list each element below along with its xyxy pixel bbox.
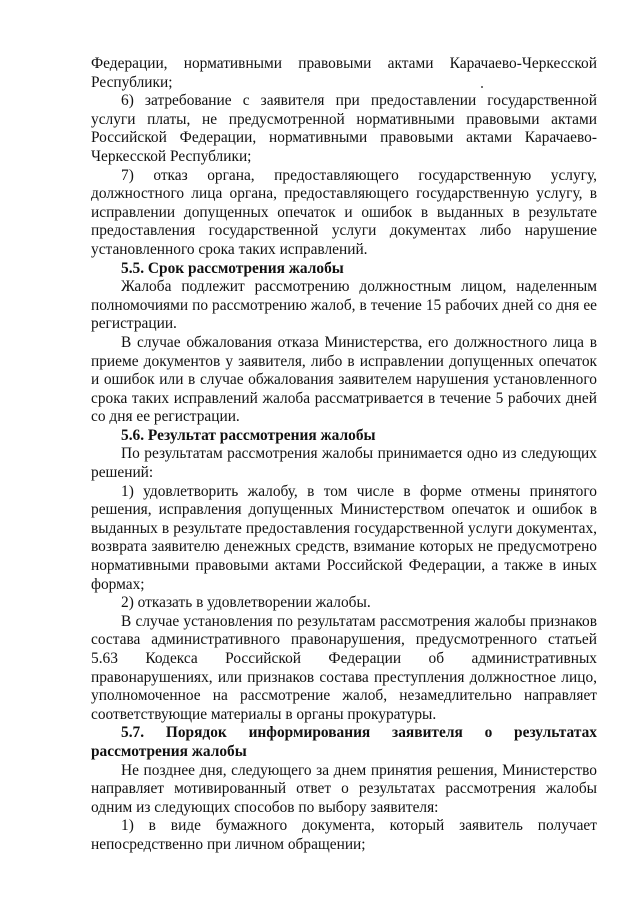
paragraph: По результатам рассмотрения жалобы принимается одно из следующих решений: <box>91 445 597 482</box>
paragraph: 6) затребование с заявителя при предоставлении государственной услуги платы, не предусмотренной нормативными правовыми актами Российской Федерации, нормативными правовыми актами Карачаево-Черкесской Республики; <box>91 92 597 165</box>
paragraph: 7) отказ органа, предоставляющего государственную услугу, должностного лица органа, предоставляющего государственную услугу, в исправлении допущенных опечаток и ошибок в выданных в результате предоставления государственной услуги документах либо нарушение установленного срока таких исправлений. <box>91 166 597 258</box>
paragraph: Федерации, нормативными правовыми актами Карачаево-Черкесской Республики; <box>91 55 597 91</box>
paragraph: 1) в виде бумажного документа, который заявитель получает непосредственно при личном обращении; <box>91 817 597 853</box>
paragraph: Не позднее дня, следующего за днем принятия решения, Министерство направляет мотивированный ответ о результатах рассмотрения жалобы одним из следующих способов по выбору заявителя: <box>91 761 597 816</box>
paragraph: В случае установления по результатам рассмотрения жалобы признаков состава административного правонарушения, предусмотренного статьей 5.63 Кодекса Российской Федерации об административных правонарушениях, или признаков состава преступления должностное лицо, уполномоченное на рассмотрение жалоб, незамедлительно направляет соответствующие материалы в органы прокуратуры. <box>91 612 597 723</box>
paragraph: В случае обжалования отказа Министерства, его должностного лица в приеме документов у заявителя, либо в исправлении допущенных опечаток и ошибок или в случае обжалования заявителем нарушения установленного срока таких исправлений жалоба рассматривается в течение 5 рабочих дней со дня ее регистрации. <box>91 333 597 426</box>
paragraph: 2) отказать в удовлетворении жалобы. <box>121 594 371 612</box>
section-heading: 5.5. Срок рассмотрения жалобы <box>121 259 344 277</box>
paragraph: Жалоба подлежит рассмотрению должностным лицом, наделенным полномочиями по рассмотрению жалоб, в течение 15 рабочих дней со дня ее регистрации. <box>91 278 597 333</box>
section-heading: 5.6. Результат рассмотрения жалобы <box>121 426 376 444</box>
document-body <box>91 55 597 855</box>
paragraph: 1) удовлетворить жалобу, в том числе в форме отмены принятого решения, исправления допущенных Министерством опечаток и ошибок в выданных в результате предоставления государственной услуги документах, возврата заявителю денежных средств, взимание которых не предусмотрено нормативными правовыми актами Российской Федерации, а также в иных формах; <box>91 482 597 593</box>
section-heading: 5.7. Порядок информирования заявителя о результатах рассмотрения жалобы <box>91 724 597 760</box>
